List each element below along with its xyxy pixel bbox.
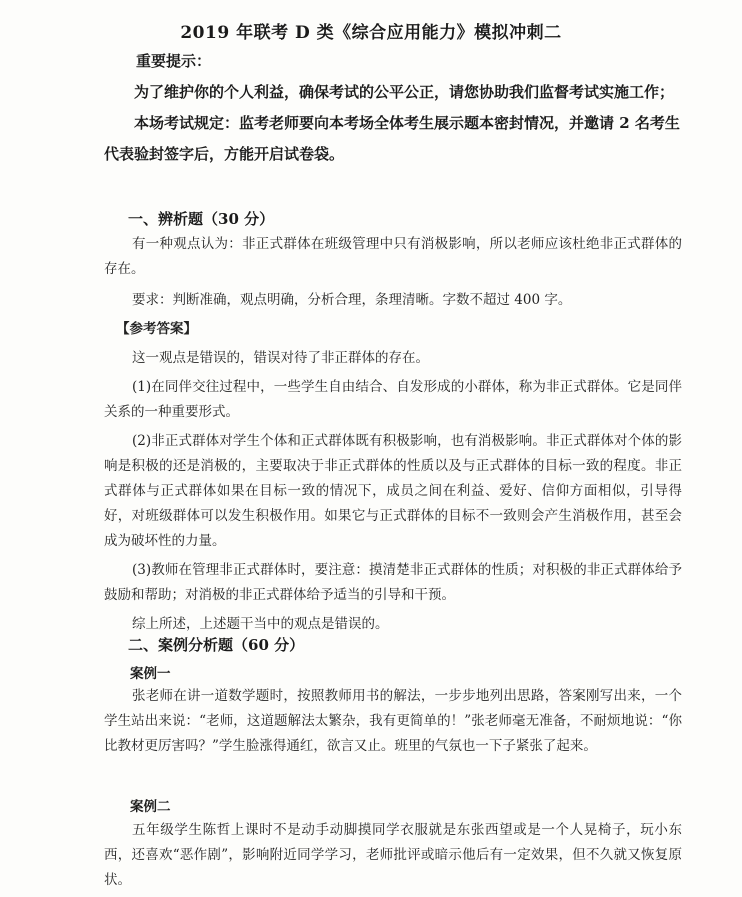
section-2-heading: 二、案例分析题（60 分） xyxy=(128,636,305,654)
case-2-text: 五年级学生陈哲上课时不是动手动脚摸同学衣服就是东张西望或是一个人晃椅子，玩小东西，还喜欢“恶作剧”，影响附近同学学习，老师批评或暗示他后有一定效果，但不久就又恢复原状。 xyxy=(104,822,682,888)
answer-label: 【参考答案】 xyxy=(116,321,197,337)
notice-label: 重要提示： xyxy=(136,52,212,70)
answer-point-3: (3)教师在管理非正式群体时，要注意：摸清楚非正式群体的性质；对积极的非正式群体给予鼓励和帮助；对消极的非正式群体给予适当的引导和干预。 xyxy=(104,562,682,603)
important-notice xyxy=(104,46,684,170)
section-1-heading: 一、辨析题（30 分） xyxy=(128,210,275,228)
answer-point-2: (2)非正式群体对学生个体和正式群体既有积极影响，也有消极影响。非正式群体对个体的影响是积极的还是消极的，主要取决于非正式群体的性质以及与正式群体的目标一致的程度。非正式群体与正式群体如果在目标一致的情况下，成员之间在利益、爱好、信仰方面相似，引导得好，对班级群体可以发生积极作用。如果它与正式群体的目标不一致则会产生消极作用，甚至会成为破坏性的力量。 xyxy=(104,433,682,549)
case-1-text-block xyxy=(104,684,682,759)
case-2-text-block xyxy=(104,818,682,893)
answer-point-1: (1)在同伴交往过程中，一些学生自由结合、自发形成的小群体，称为非正式群体。它是同伴关系的一种重要形式。 xyxy=(104,379,682,420)
case-2-label: 案例二 xyxy=(130,799,171,815)
case-1-label: 案例一 xyxy=(130,666,171,682)
answer-conclusion: 综上所述，上述题干当中的观点是错误的。 xyxy=(132,616,389,632)
page-title: 2019 年联考 D 类《综合应用能力》模拟冲刺二 xyxy=(180,23,562,43)
question-text: 有一种观点认为：非正式群体在班级管理中只有消极影响，所以老师应该杜绝非正式群体的存在。 xyxy=(104,236,682,277)
answer-intro: 这一观点是错误的，错误对待了非正群体的存在。 xyxy=(132,350,429,366)
section-1-body xyxy=(104,232,682,637)
notice-line-2: 本场考试规定：监考老师要向本考场全体考生展示题本密封情况，并邀请 2 名考生代表验封签字后，方能开启试卷袋。 xyxy=(104,114,680,163)
requirement-text: 要求：判断准确，观点明确，分析合理，条理清晰。字数不超过 400 字。 xyxy=(132,292,572,308)
notice-line-1: 为了维护你的个人利益，确保考试的公平公正，请您协助我们监督考试实施工作； xyxy=(134,83,675,101)
case-1-text: 张老师在讲一道数学题时，按照教师用书的解法，一步步地列出思路，答案刚写出来，一个学生站出来说：“老师，这道题解法太繁杂，我有更简单的！”张老师毫无准备，不耐烦地说：“你比教材更厉害吗？”学生脸涨得通红，欲言又止。班里的气氛也一下子紧张了起来。 xyxy=(104,688,682,754)
